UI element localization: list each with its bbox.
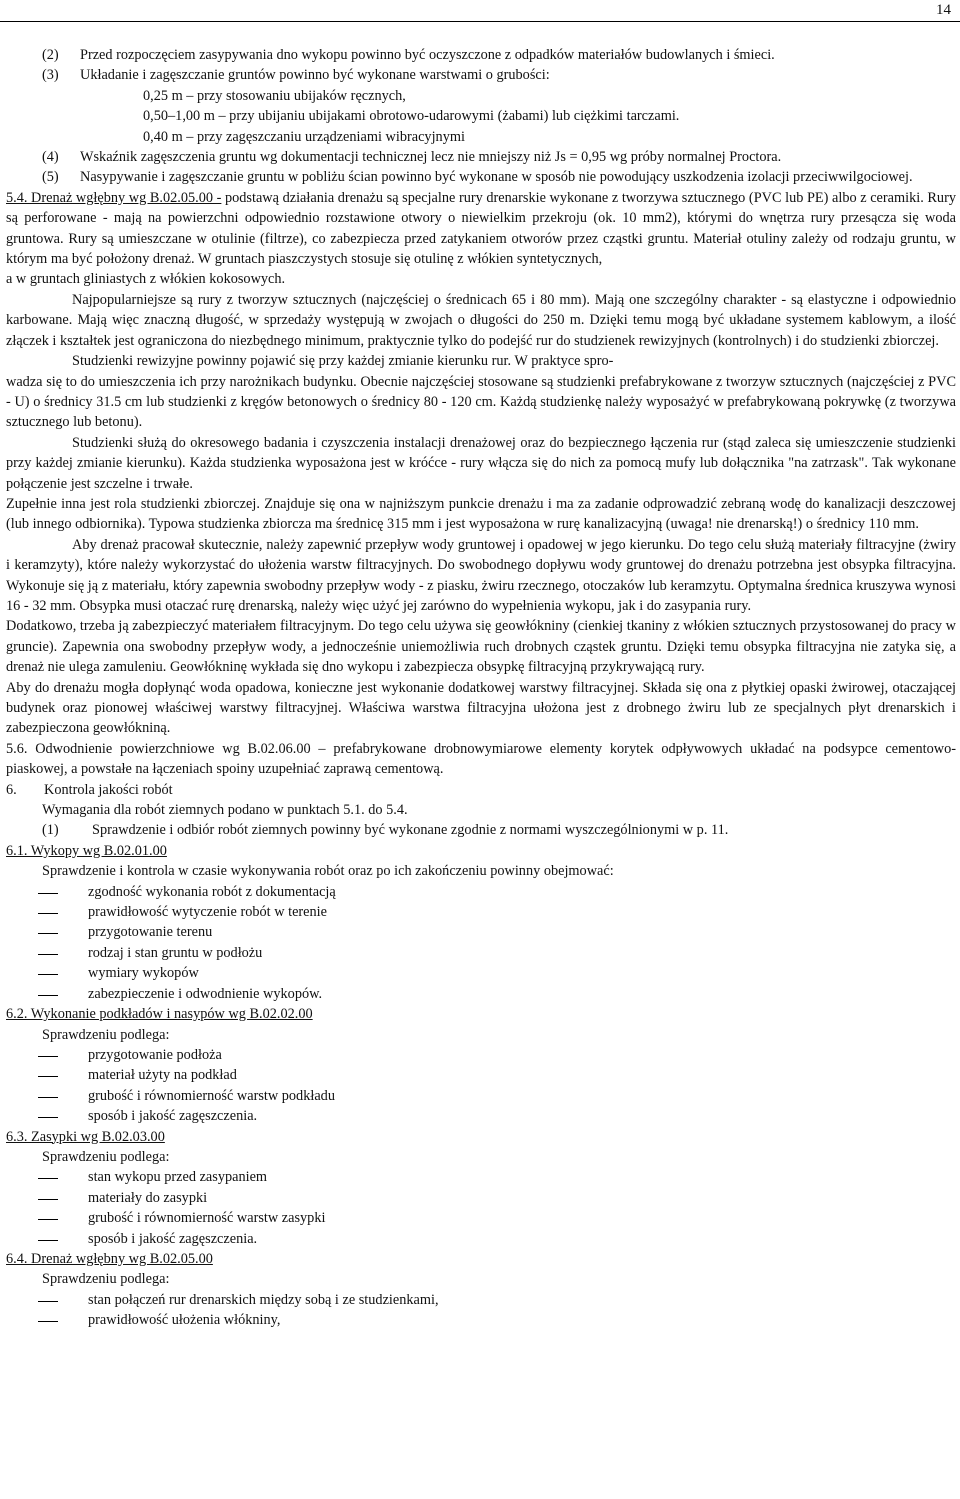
section-6-heading: 6. Kontrola jakości robót [6,781,173,798]
paragraph: Aby drenaż pracował skutecznie, należy zapewnić przepływ wody gruntowej i opadowej w jego kierunku. Do tego celu służą materiały filtracyjne (żwiry i keramzyty), które należy wykorzystać do ułożenia warstw filtracyjnych. Do swobodnego dopływu wody gruntowej do drenażu potrzebna jest obsypka filtracyjna. Wykonuje się ją z materiału, który zapewnia swobodny przepływ wody - z piasku, żwiru rzecznego, otoczaków lub keramzytu. Optymalna średnica kruszywa wynosi 16 - 32 mm. Obsypka musi otaczać rurę drenarską, należy więc użyć jej zarówno do wypełnienia wykopu, jak i do zasypania rury. [6,536,956,614]
dash-bullet [6,1167,88,1187]
list-item: zgodność wykonania robót z dokumentacją [6,882,956,902]
section-5-6-paragraph: 5.6. Odwodnienie powierzchniowe wg B.02.06.00 – prefabrykowane drobnowymiarowe elementy korytek odpływowych układać na podsypce cementowo-piaskowej, a powstałe na łączeniach spoiny uzupełniać zaprawą cementową. [6,740,956,778]
dash-bullet [6,1086,88,1106]
paragraph: Zupełnie inna jest rola studzienki zbiorczej. Znajduje się ona w najniższym punkcie drenażu i ma za zadanie odprowadzić zebraną wodę do kanalizacji deszczowej (lub innego odbiornika). Typowa studzienka zbiorcza ma średnicę 315 mm i jest wyposażona w rurę kanalizacyjną (uwaga! nie drenarską!) o średnicy 110 mm. [6,495,956,533]
dash-bullet [6,1229,88,1249]
paragraph: Studzienki służą do okresowego badania i czyszczenia instalacji drenażowej oraz do bezpiecznego łączenia rur (stąd zaleca się umieszczenie studzienki przy każdej zmianie kierunku). Każda studzienka wyposażona jest w króćce - rury włącza się do nich za pomocą mufy lub dołącznika "na zatrzask". Tak wykonane połączenie jest szczelne i trwałe. [6,434,956,492]
list-item: (5) Nasypywanie i zagęszczanie gruntu w pobliżu ścian powinno być wykonane w sposób nie powodujący uszkodzenia izolacji przeciwwilgociowej. [42,169,913,186]
bullet-list [6,1167,956,1249]
dash-bullet [6,1310,88,1330]
section-6-intro: Wymagania dla robót ziemnych podano w punktach 5.1. do 5.4. [42,802,408,819]
list-item: materiał użyty na podkład [6,1065,956,1085]
section-intro: Sprawdzeniu podlega: [42,1271,170,1288]
paragraph: Aby do drenażu mogła dopłynąć woda opadowa, konieczne jest wykonanie dodatkowej warstwy filtracyjnej. Składa się ona z płytkiej opaski żwirowej, otaczającej budynek oraz pionowej właściwej warstwy filtracyjnej. Właściwa warstwa filtracyjna ułożona jest z drobnego żwiru lub ze specjalnych płyt drenarskich i zabezpieczona geowłókniną. [6,679,956,737]
list-item: przygotowanie terenu [6,922,956,942]
paragraph-line: Studzienki rewizyjne powinny pojawić się przy każdej zmianie kierunku rur. W praktyce spro- [72,353,614,370]
list-item: sposób i jakość zagęszczenia. [6,1106,956,1126]
dash-bullet [6,963,88,983]
section-6-item: (1) Sprawdzenie i odbiór robót ziemnych powinny być wykonane zgodnie z normami wyszczególnionymi w p. 11. [42,822,729,839]
paragraph: wadza się to do umieszczenia ich przy narożnikach budynku. Obecnie najczęściej stosowane są studzienki prefabrykowane z tworzyw sztucznych (najczęściej z PVC - U) o średnicy 31.5 cm lub studzienki z kręgów betonowych o średnicy 80 - 120 cm. Każdą studzienkę należy wyposażyć w prefabrykowaną pokrywkę (z tworzywa sztucznego lub betonu). [6,373,956,431]
section-intro: Sprawdzeniu podlega: [42,1026,170,1043]
section-6-3-heading: 6.3. Zasypki wg B.02.03.00 [6,1128,165,1145]
list-item: grubość i równomierność warstw podkładu [6,1086,956,1106]
thickness-line: 0,25 m – przy stosowaniu ubijaków ręcznych, [143,87,406,104]
list-item: (4) Wskaźnik zagęszczenia gruntu wg dokumentacji technicznej lecz nie mniejszy niż Js = 0,95 wg próby normalnej Proctora. [42,149,782,166]
dash-bullet [6,1188,88,1208]
list-item: sposób i jakość zagęszczenia. [6,1229,956,1249]
section-5-4-paragraph: 5.4. Drenaż wgłębny wg B.02.05.00 - podstawą działania drenażu są specjalne rury drenarskie wykonane z tworzywa sztucznego (PVC lub PE) albo z ceramiki. Rury są perforowane - mają na powierzchni odpowiednio rozstawione otwory o niewielkim przekroju (ok. 10 mm2), którymi do wnętrza rury przesącza się woda gruntowa. Rury są umieszczane w otulinie (filtrze), co zabezpiecza przed zatykaniem otworów przez cząstki gruntu. Materiał otuliny zależy od rodzaju gruntu, w którym ma być położony drenaż. W gruntach piaszczystych stosuje się otulinę z włókien syntetycznych, [6,189,956,268]
section-5-4-heading: 5.4. Drenaż wgłębny wg B.02.05.00 - [6,189,222,206]
dash-bullet [6,902,88,922]
list-item: przygotowanie podłoża [6,1045,956,1065]
section-intro: Sprawdzeniu podlega: [42,1148,170,1165]
list-item: materiały do zasypki [6,1188,956,1208]
paragraph: Najpopularniejsze są rury z tworzyw sztucznych (najczęściej o średnicach 65 i 80 mm). Mają one szczególny charakter - są elastyczne i odpowiednio karbowane. Mają więc znaczną długość, w sprzedaży występują w zwojach o długości do 250 m. Dzięki temu mogą być układane systemem kablowym, a ilość złączek i kształtek jest ograniczona do niezbędnego minimum, praktycznie tylko do podejść rur do studzienek rewizyjnych (kontrolnych) i do studzienki zbiorczej. [6,291,956,349]
thickness-line: 0,50–1,00 m – przy ubijaniu ubijakami obrotowo-udarowymi (żabami) lub ciężkimi tarczami. [143,108,680,125]
page-number: 14 [936,2,951,18]
section-6-1-heading: 6.1. Wykopy wg B.02.01.00 [6,842,167,859]
dash-bullet [6,984,88,1004]
list-item: stan połączeń rur drenarskich między sobą i ze studzienkami, [6,1290,956,1310]
dash-bullet [6,922,88,942]
list-item: prawidłowość wytyczenie robót w terenie [6,902,956,922]
bullet-list [6,882,956,1004]
paragraph: Dodatkowo, trzeba ją zabezpieczyć materiałem filtracyjnym. Do tego celu używa się geowłókniny (cienkiej tkaniny z włókien sztucznych przystosowanej do pracy w gruncie). Zapewnia ona swobodny przepływ wody, a jednocześnie uniemożliwia ruch drobnych cząstek gruntu. Dzięki temu obsypka filtracyjna nie zatyka się, a drenaż nie ulega zamuleniu. Geowłókninę wykłada się dno wykopu i zabezpiecza obsypkę filtracyjną przykrywającą rury. [6,618,956,676]
section-6-2-heading: 6.2. Wykonanie podkładów i nasypów wg B.02.02.00 [6,1006,313,1023]
paragraph-line: a w gruntach gliniastych z włókien kokosowych. [6,271,286,288]
bullet-list [6,1045,956,1127]
list-item: grubość i równomierność warstw zasypki [6,1208,956,1228]
header-rule [0,21,960,22]
thickness-line: 0,40 m – przy zagęszczaniu urządzeniami wibracyjnymi [143,128,465,145]
dash-bullet [6,1065,88,1085]
dash-bullet [6,1208,88,1228]
dash-bullet [6,1290,88,1310]
list-item: (2) Przed rozpoczęciem zasypywania dno wykopu powinno być oczyszczone z odpadków materiałów budowlanych i śmieci. [42,47,775,63]
dash-bullet [6,1045,88,1065]
numbered-list-after [6,147,956,188]
section-6-4-heading: 6.4. Drenaż wgłębny wg B.02.05.00 [6,1250,213,1267]
dash-bullet [6,882,88,902]
list-item: zabezpieczenie i odwodnienie wykopów. [6,984,956,1004]
bullet-list [6,1290,956,1331]
list-item: wymiary wykopów [6,963,956,983]
list-item: rodzaj i stan gruntu w podłożu [6,943,956,963]
dash-bullet [6,943,88,963]
section-intro: Sprawdzenie i kontrola w czasie wykonywania robót oraz po ich zakończeniu powinny obejmować: [42,863,614,880]
numbered-list-top [6,45,956,86]
page-content [6,45,956,1331]
dash-bullet [6,1106,88,1126]
list-item: (3) Układanie i zagęszczanie gruntów powinno być wykonane warstwami o grubości: [42,67,550,84]
list-item: prawidłowość ułożenia włókniny, [6,1310,956,1330]
list-item: stan wykopu przed zasypaniem [6,1167,956,1187]
thickness-lines [6,86,956,147]
